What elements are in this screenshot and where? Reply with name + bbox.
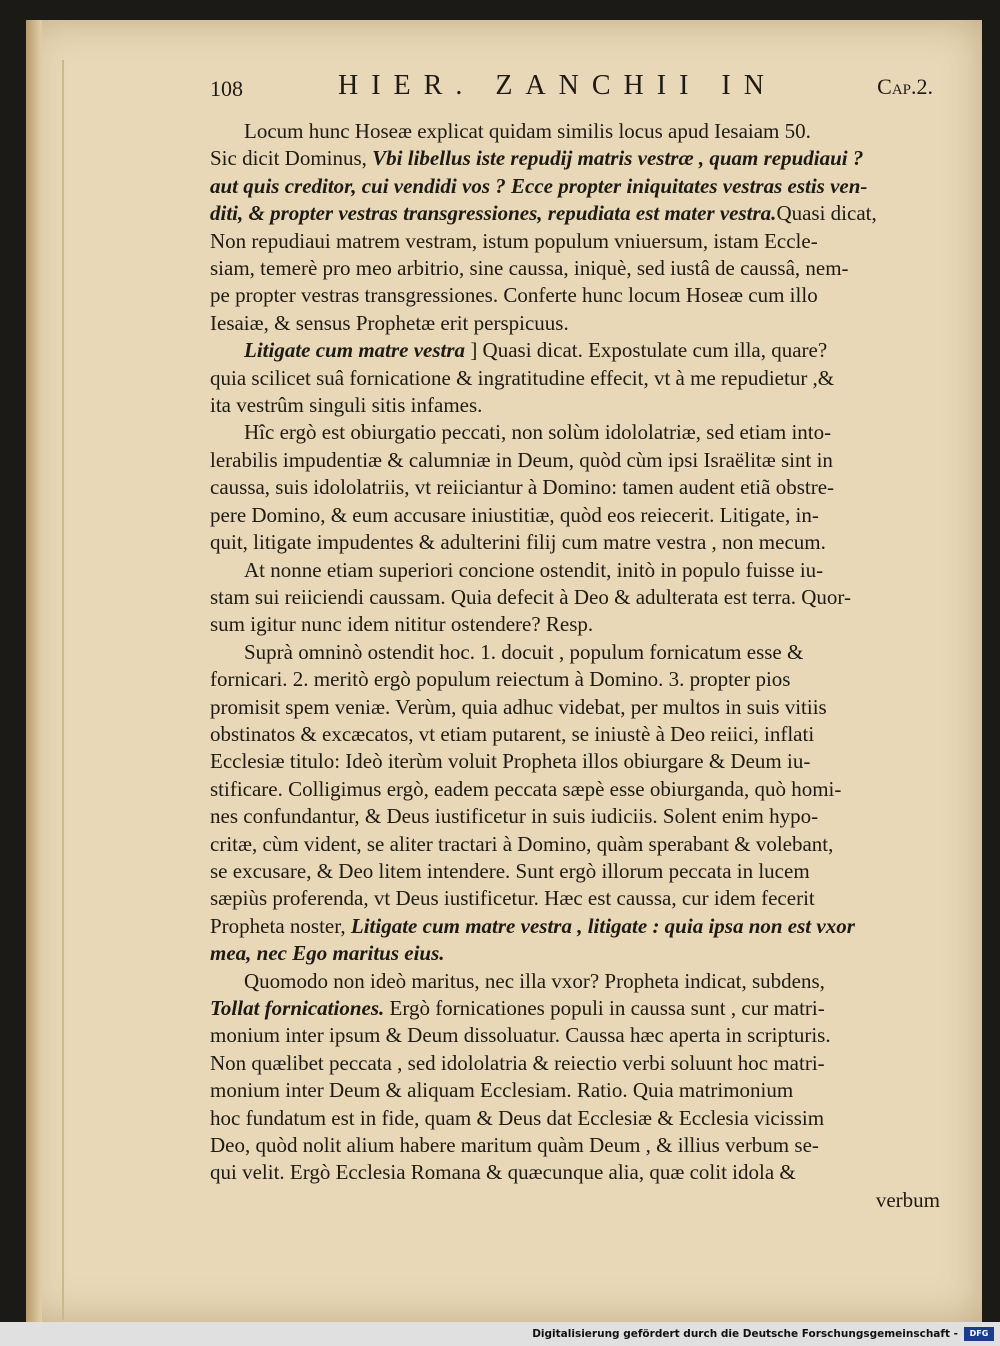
italic-quotation: aut quis creditor, cui vendidi vos ? Ecce propter iniquitates vestras estis ven-	[210, 173, 868, 198]
text-line	[210, 228, 940, 255]
paragraph	[210, 419, 940, 556]
text-run: monium inter ipsum & Deum dissoluatur. Caussa hæc aperta in scripturis.	[210, 1023, 831, 1048]
dfg-logo-icon: DFG	[964, 1327, 994, 1341]
paragraph	[210, 639, 940, 968]
text-run: Ecclesiæ titulo: Ideò iterùm voluit Propheta illos obiurgare & Deum iu-	[210, 749, 811, 774]
text-line	[210, 118, 940, 145]
text-run: fornicari. 2. meritò ergò populum reiectum à Domino. 3. propter pios	[210, 667, 791, 692]
text-run: sum igitur nunc idem nititur ostendere? Resp.	[210, 612, 594, 637]
text-line	[210, 885, 940, 912]
text-line	[210, 447, 940, 474]
text-run: caussa, suis idololatriis, vt reiiciantur à Domino: tamen audent etiã obstre-	[210, 475, 835, 500]
text-run: stam sui reiiciendi caussam. Quia defecit à Deo & adulterata est terra. Quor-	[210, 584, 851, 609]
text-line	[210, 1022, 940, 1049]
text-line	[210, 310, 940, 337]
gutter-fold-line	[62, 60, 64, 1320]
paragraph	[210, 557, 940, 639]
text-run: pe propter vestras transgressiones. Conferte hunc locum Hoseæ cum illo	[210, 283, 818, 308]
italic-quotation: Vbi libellus iste repudij matris vestræ , quam repudiaui ?	[372, 146, 864, 171]
text-line	[210, 803, 940, 830]
text-run: Deo, quòd nolit alium habere maritum quàm Deum , & illius verbum se-	[210, 1133, 819, 1158]
text-run: Quasi dicat,	[776, 201, 877, 226]
text-run: Quomodo non ideò maritus, nec illa vxor? Propheta indicat, subdens,	[244, 968, 825, 993]
text-run: promisit spem veniæ. Verùm, quia adhuc videbat, per multos in suis vitiis	[210, 694, 827, 719]
text-line	[210, 529, 940, 556]
text-run: ita vestrûm singuli sitis infames.	[210, 393, 483, 418]
text-run: ] Quasi dicat. Expostulate cum illa, quare?	[465, 338, 828, 363]
text-run: Propheta noster,	[210, 913, 351, 938]
text-run: qui velit. Ergò Ecclesia Romana & quæcunque alia, quæ colit idola &	[210, 1160, 796, 1185]
italic-quotation: Litigate cum matre vestra	[244, 338, 466, 363]
text-line	[210, 584, 940, 611]
text-run: stificare. Colligimus ergò, eadem peccata sæpè esse obiurganda, quò homi-	[210, 776, 842, 801]
text-line	[210, 502, 940, 529]
text-run: Ergò fornicationes populi in caussa sunt , cur matri-	[384, 996, 825, 1020]
text-run: sæpiùs proferenda, vt Deus iustificetur. Hæc est caussa, cur idem fecerit	[210, 886, 815, 911]
paragraph	[210, 968, 940, 1187]
text-run: Non repudiaui matrem vestram, istum populum vniuersum, istam Eccle-	[210, 228, 818, 253]
italic-quotation: Tollat fornicationes.	[210, 996, 385, 1020]
text-line	[210, 721, 940, 748]
text-line	[210, 173, 940, 200]
text-line	[210, 200, 940, 227]
text-run: Non quælibet peccata , sed idololatria & reiectio verbi soluunt hoc matri-	[210, 1050, 825, 1075]
text-run: Locum hunc Hoseæ explicat quidam similis locus apud Iesaiam 50.	[244, 119, 811, 143]
text-line	[210, 940, 940, 967]
text-run: nes confundantur, & Deus iustificetur in suis iudiciis. Solent enim hypo-	[210, 804, 819, 829]
paragraph	[210, 118, 940, 337]
text-run: quit, litigate impudentes & adulterini filij cum matre vestra , non mecum.	[210, 530, 826, 555]
text-run: Iesaiæ, & sensus Prophetæ erit perspicuus.	[210, 310, 569, 335]
catchword: verbum	[875, 1187, 940, 1212]
text-line	[210, 557, 940, 584]
text-run: At nonne etiam superiori concione ostendit, initò in populo fuisse iu-	[244, 557, 824, 582]
chapter-label: Cap.2.	[877, 74, 933, 99]
text-line	[210, 365, 940, 392]
text-line	[210, 694, 940, 721]
running-header	[210, 68, 935, 108]
page-spine-shadow	[26, 20, 42, 1322]
text-line	[210, 282, 940, 309]
text-line	[210, 666, 940, 693]
text-line	[210, 337, 940, 364]
text-line	[210, 392, 940, 419]
text-line	[210, 776, 940, 803]
body-text	[210, 118, 940, 1214]
text-line	[210, 995, 940, 1022]
text-run: pere Domino, & eum accusare iniustitiæ, quòd eos reiecerit. Litigate, in-	[210, 502, 819, 527]
text-run: Sic dicit Dominus,	[210, 146, 373, 171]
text-line	[210, 1159, 940, 1186]
italic-quotation: Litigate cum matre vestra , litigate : quia ipsa non est vxor	[350, 913, 855, 938]
text-run: Suprà omninò ostendit hoc. 1. docuit , populum fornicatum esse &	[244, 639, 804, 664]
digitization-footer	[0, 1322, 1000, 1346]
italic-quotation: mea, nec Ego maritus eius.	[210, 941, 445, 966]
text-line	[210, 913, 940, 940]
text-line	[210, 968, 940, 995]
text-run: lerabilis impudentiæ & calumniæ in Deum, quòd cùm ipsi Israëlitæ sint in	[210, 447, 833, 472]
text-line	[210, 748, 940, 775]
text-run: monium inter Deum & aliquam Ecclesiam. Ratio. Quia matrimonium	[210, 1078, 794, 1103]
text-line	[210, 611, 940, 638]
text-run: obstinatos & excæcatos, vt etiam putarent, se iniustè à Deo reiici, inflati	[210, 721, 815, 746]
text-line	[210, 474, 940, 501]
footer-credit: Digitalisierung gefördert durch die Deutsche Forschungsgemeinschaft -	[532, 1328, 958, 1340]
text-line	[210, 419, 940, 446]
text-line	[210, 255, 940, 282]
text-line	[210, 1077, 940, 1104]
text-run: siam, temerè pro meo arbitrio, sine caussa, iniquè, sed iustâ de caussâ, nem-	[210, 256, 849, 281]
text-line	[210, 1132, 940, 1159]
text-run: critæ, cùm vident, se aliter tractari à Domino, quàm sperabant & volebant,	[210, 831, 834, 856]
text-line	[210, 1050, 940, 1077]
text-line	[210, 858, 940, 885]
text-run: quia scilicet suâ fornicatione & ingratitudine effecit, vt à me repudietur ,&	[210, 365, 835, 390]
text-run: hoc fundatum est in fide, quam & Deus dat Ecclesiæ & Ecclesia vicissim	[210, 1105, 825, 1130]
text-line	[210, 1105, 940, 1132]
paragraph	[210, 337, 940, 419]
text-line	[210, 639, 940, 666]
text-line	[210, 831, 940, 858]
text-line	[210, 145, 940, 172]
running-title: HIER. ZANCHII IN	[338, 70, 777, 101]
page-number: 108	[210, 76, 243, 101]
text-run: Hîc ergò est obiurgatio peccati, non solùm idololatriæ, sed etiam into-	[244, 420, 832, 445]
text-run: se excusare, & Deo litem intendere. Sunt ergò illorum peccata in lucem	[210, 858, 810, 883]
italic-quotation: diti, & propter vestras transgressiones, repudiata est mater vestra.	[210, 201, 777, 226]
